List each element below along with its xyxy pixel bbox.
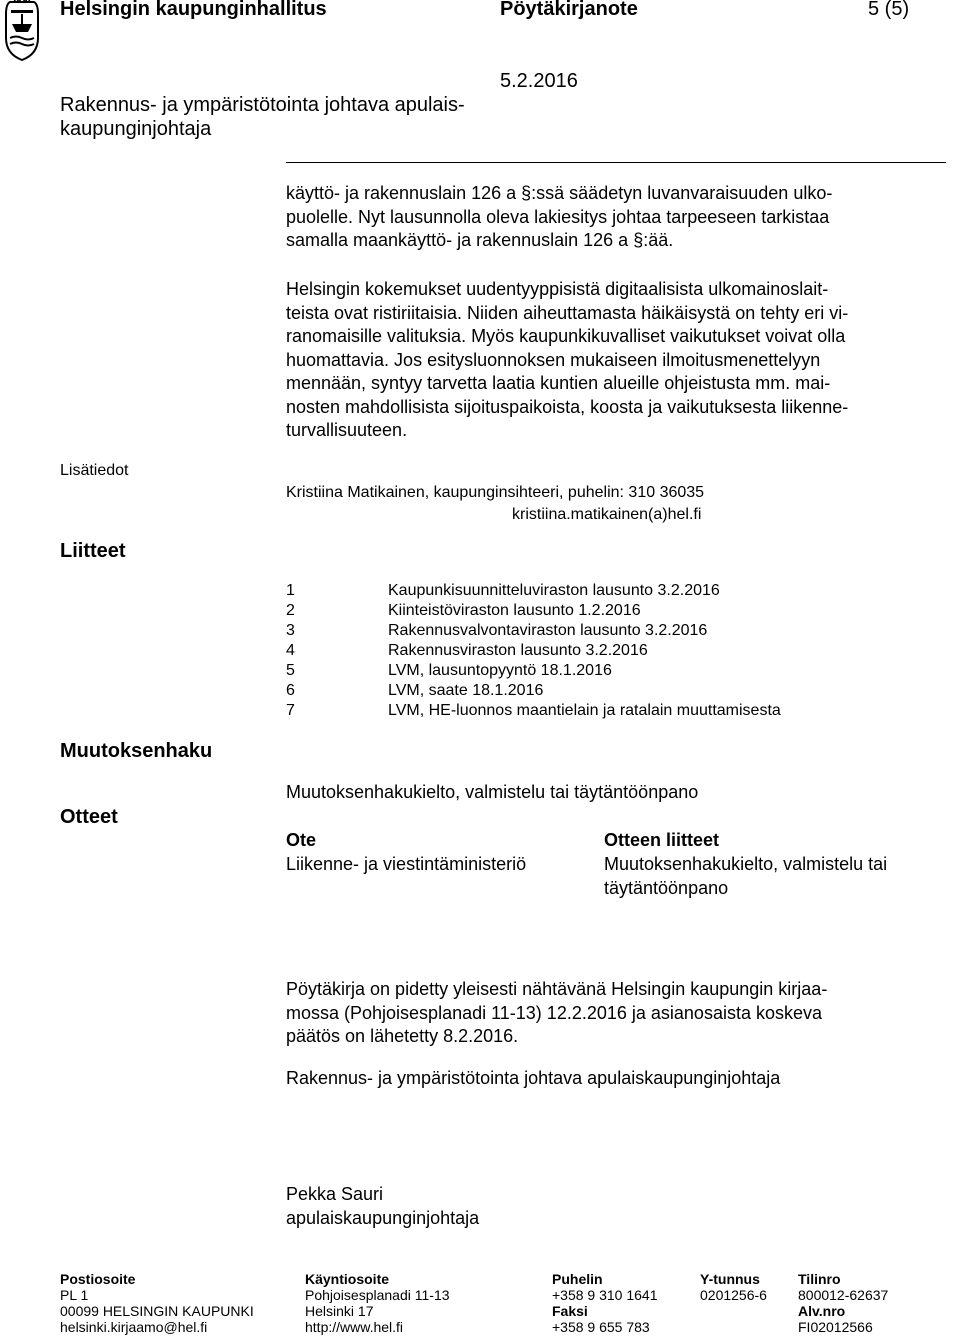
kayntiosoite-line2: Helsinki 17 (305, 1303, 374, 1319)
text-line: Pöytäkirja on pidetty yleisesti nähtävänä Helsingin kaupungin kirjaa- (286, 979, 828, 999)
text-line: nosten mahdollisista sijoituspaikoista, koosta ja vaikutuksesta liikenne- (286, 396, 849, 417)
contact-info: Kristiina Matikainen, kaupunginsihteeri, puhelin: 310 36035 (286, 484, 705, 501)
page-number: 5 (5) (868, 0, 910, 20)
attachment-number: 3 (286, 622, 295, 639)
signatory-name: Pekka Sauri (286, 1184, 384, 1204)
attachment-number: 1 (286, 582, 295, 599)
puhelin-value: +358 9 310 1641 (552, 1287, 658, 1303)
text-line: samalla maankäyttö- ja rakennuslain 126 a §:ää. (286, 230, 674, 250)
kayntiosoite-line1: Pohjoisesplanadi 11-13 (305, 1287, 450, 1303)
faksi-value: +358 9 655 783 (552, 1319, 650, 1335)
text-line: mossa (Pohjoisesplanadi 11-13) 12.2.2016 ja asianosaista koskeva (286, 1002, 822, 1023)
paragraph-1 (286, 182, 936, 253)
alvnro-value: FI02012566 (798, 1319, 873, 1335)
puhelin-label: Puhelin (552, 1271, 603, 1287)
header-divider (286, 162, 946, 163)
document-date: 5.2.2016 (500, 70, 578, 92)
attachment-title: Kiinteistöviraston lausunto 1.2.2016 (388, 602, 641, 619)
kayntiosoite-label: Käyntiosoite (305, 1271, 390, 1287)
organization-name: Helsingin kaupunginhallitus (60, 0, 327, 20)
ote-heading: Ote (286, 830, 317, 850)
notice-paragraph (286, 978, 936, 1049)
muutoksenhaku-label: Muutoksenhaku (60, 740, 213, 762)
otteet-label: Otteet (60, 806, 118, 828)
muutoksenhaku-text: Muutoksenhakukielto, valmistelu tai täytäntöönpano (286, 782, 699, 802)
decision-authority: Rakennus- ja ympäristötointa johtava apulaiskaupunginjohtaja (286, 1068, 781, 1088)
text-line: mennään, syntyy tarvetta laatia kuntien alueille ohjeistusta mm. mai- (286, 373, 831, 393)
ytunnus-label: Y-tunnus (700, 1271, 760, 1287)
faksi-label: Faksi (552, 1303, 588, 1319)
website-link[interactable]: http://www.hel.fi (305, 1319, 404, 1335)
otteen-liitteet-heading: Otteen liitteet (604, 830, 720, 850)
ote-recipient: Liikenne- ja viestintäministeriö (286, 854, 527, 874)
attachment-title: LVM, HE-luonnos maantielain ja ratalain muuttamisesta (388, 702, 781, 719)
tilinro-value: 800012-62637 (798, 1287, 889, 1303)
attachment-title: Rakennusvalvontaviraston lausunto 3.2.2016 (388, 622, 708, 639)
text-line: käyttö- ja rakennuslain 126 a §:ssä säädetyn luvanvaraisuuden ulko- (286, 183, 833, 203)
helsinki-coat-of-arms-logo (2, 0, 42, 62)
document-type: Pöytäkirjanote (500, 0, 638, 20)
signatory-title: apulaiskaupunginjohtaja (286, 1208, 480, 1228)
department-line1: Rakennus- ja ympäristötointa johtava apulais- (60, 94, 465, 116)
lisatiedot-label: Lisätiedot (60, 462, 129, 479)
attachment-title: LVM, lausuntopyyntö 18.1.2016 (388, 662, 612, 679)
attachment-title: LVM, saate 18.1.2016 (388, 682, 544, 699)
text-line: teista ovat ristiriitaisia. Niiden aiheuttamasta häikäisystä on tehty eri vi- (286, 302, 849, 323)
attachment-number: 7 (286, 702, 295, 719)
postiosoite-label: Postiosoite (60, 1271, 136, 1287)
text-line: ranomaisille valituksia. Myös kaupunkikuvalliset vaikutukset voivat olla (286, 326, 846, 346)
attachment-number: 5 (286, 662, 295, 679)
attachment-title: Rakennusviraston lausunto 3.2.2016 (388, 642, 648, 659)
tilinro-label: Tilinro (798, 1271, 841, 1287)
contact-email[interactable]: kristiina.matikainen(a)hel.fi (512, 506, 702, 523)
text-line: puolelle. Nyt lausunnolla oleva lakiesitys johtaa tarpeeseen tarkistaa (286, 206, 830, 227)
attachment-number: 2 (286, 602, 295, 619)
liitteet-label: Liitteet (60, 540, 126, 562)
text-line: huomattavia. Jos esitysluonnoksen mukaiseen ilmoitusmenettelyyn (286, 349, 821, 370)
attachment-title: Kaupunkisuunnitteluviraston lausunto 3.2.2016 (388, 582, 720, 599)
attachment-number: 6 (286, 682, 295, 699)
postiosoite-line1: PL 1 (60, 1287, 89, 1303)
attachment-number: 4 (286, 642, 295, 659)
postiosoite-email[interactable]: helsinki.kirjaamo@hel.fi (60, 1319, 208, 1335)
paragraph-2 (286, 278, 936, 443)
otteen-liitteet-line2: täytäntöönpano (604, 878, 729, 898)
ytunnus-value: 0201256-6 (700, 1287, 767, 1303)
alvnro-label: Alv.nro (798, 1303, 846, 1319)
postiosoite-line2: 00099 HELSINGIN KAUPUNKI (60, 1303, 254, 1319)
otteen-liitteet-line1: Muutoksenhakukielto, valmistelu tai (604, 854, 888, 874)
text-line: turvallisuuteen. (286, 420, 408, 440)
text-line: päätös on lähetetty 8.2.2016. (286, 1026, 519, 1046)
department-line2: kaupunginjohtaja (60, 118, 212, 140)
text-line: Helsingin kokemukset uudentyyppisistä digitaalisista ulkomainoslait- (286, 279, 829, 299)
